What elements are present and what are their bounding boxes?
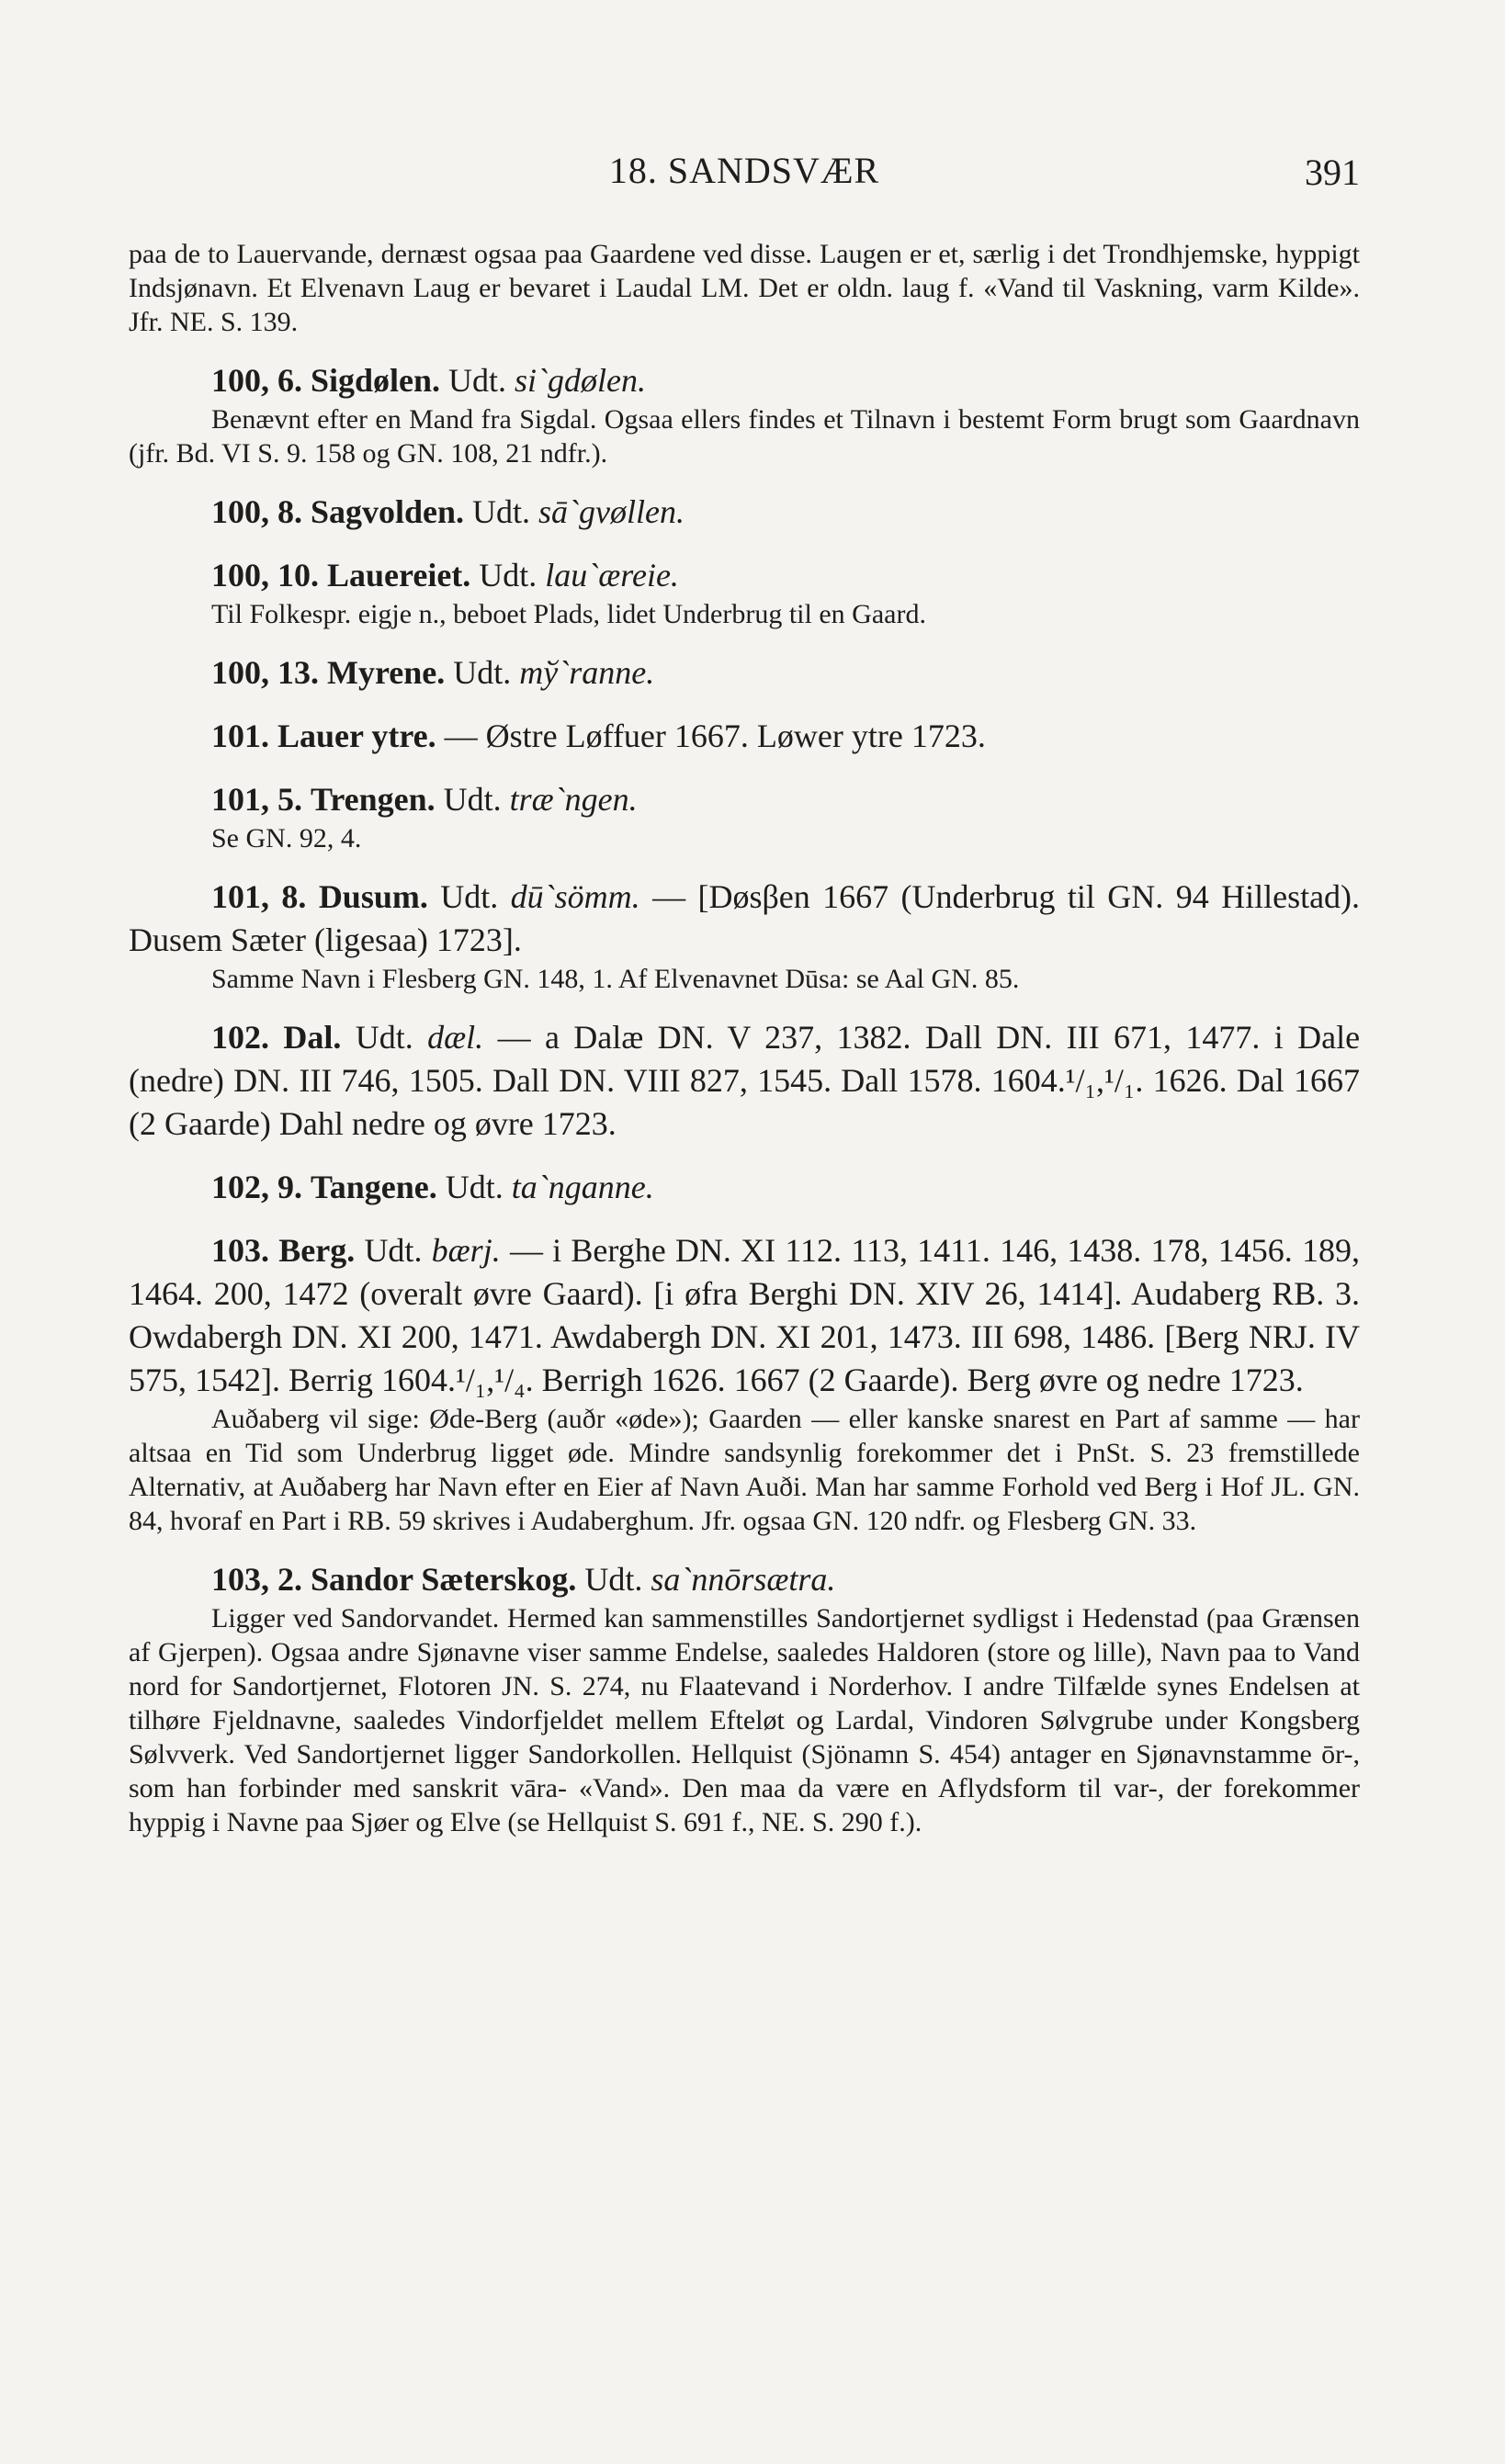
entry-forms: — a Dalæ DN. V 237, 1382. Dall DN. III 671, 1477. i Dale (nedre) DN. III 746, 1505. Dall DN. VIII 827, 1545. Dall 1578. 1604.¹/₁,¹/₁. 1626. Dal 1667 (2 Gaarde) Dahl nedre og øvre 1723.	[129, 1019, 1361, 1142]
entry-udt: Udt.	[355, 1019, 413, 1056]
entry-100-10	[129, 554, 1360, 631]
entry-pronunciation: sa`nnōrsætra.	[651, 1561, 836, 1598]
entry-udt: Udt.	[364, 1232, 423, 1269]
entry-udt: Udt.	[445, 1169, 504, 1205]
intro-paragraph: paa de to Lauervande, dernæst ogsaa paa Gaardene ved disse. Laugen er et, særlig i det Trondhjemske, hyppigt Indsjønavn. Et Elvenavn Laug er bevaret i Laudal LM. Det er oldn. laug f. «Vand til Vaskning, varm Kilde». Jfr. NE. S. 139.	[129, 239, 1360, 337]
entry-number: 100, 10.	[211, 557, 319, 593]
entry-101-8	[129, 876, 1360, 996]
entry-103	[129, 1229, 1360, 1538]
entry-name: Dal.	[283, 1019, 342, 1056]
entry-number: 103, 2.	[211, 1561, 302, 1598]
entry-name: Sagvolden.	[311, 493, 465, 530]
entry-number: 102.	[211, 1019, 269, 1056]
entry-number: 101, 8.	[211, 878, 307, 915]
entry-number: 101.	[211, 718, 269, 754]
entry-note: Til Folkespr. eigje n., beboet Plads, lidet Underbrug til en Gaard.	[211, 599, 926, 629]
entry-number: 102, 9.	[211, 1169, 302, 1205]
entry-name: Sigdølen.	[311, 362, 441, 399]
entry-name: Dusum.	[318, 878, 428, 915]
running-title: 18. SANDSVÆR	[608, 150, 880, 191]
page-header	[129, 138, 1360, 202]
entry-100-6	[129, 359, 1360, 470]
entry-number: 100, 13.	[211, 654, 319, 691]
page-body	[129, 237, 1360, 1839]
entry-101	[129, 715, 1360, 758]
entry-udt: Udt.	[443, 781, 502, 818]
entry-note: Auðaberg vil sige: Øde-Berg (auðr «øde»); Gaarden — eller kanske snarest en Part af samme — har altsaa en Tid som Underbrug ligget øde. Mindre sandsynlig forekommer det i PnSt. S. 23 fremstillede Alternativ, at Auðaberg har Navn efter en Eier af Navn Auði. Man har samme Forhold ved Berg i Hof JL. GN. 84, hvoraf en Part i RB. 59 skrives i Audaberghum. Jfr. ogsaa GN. 120 ndfr. og Flesberg GN. 33.	[129, 1404, 1360, 1536]
entry-forms: — i Berghe DN. XI 112. 113, 1411. 146, 1438. 178, 1456. 189, 1464. 200, 1472 (overalt øvre Gaard). [i øfra Berghi DN. XIV 26, 1414]. Audaberg RB. 3. Owdabergh DN. XI 200, 1471. Awdabergh DN. XI 201, 1473. III 698, 1486. [Berg NRJ. IV 575, 1542]. Berrig 1604.¹/₁,¹/₄. Berrigh 1626. 1667 (2 Gaarde). Berg øvre og nedre 1723.	[129, 1232, 1360, 1398]
entry-pronunciation: dæl.	[427, 1019, 484, 1056]
entry-pronunciation: si`gdølen.	[515, 362, 647, 399]
entry-100-8	[129, 491, 1360, 534]
entry-name: Myrene.	[327, 654, 446, 691]
entry-100-13	[129, 651, 1360, 695]
entry-102	[129, 1016, 1360, 1146]
entry-number: 100, 8.	[211, 493, 302, 530]
entry-udt: Udt.	[453, 654, 512, 691]
entry-udt: Udt.	[472, 493, 531, 530]
entry-pronunciation: sā`gvøllen.	[538, 493, 685, 530]
entry-udt: Udt.	[440, 878, 499, 915]
entry-note: Se GN. 92, 4.	[211, 823, 362, 853]
entry-102-9	[129, 1166, 1360, 1209]
entry-name: Sandor Sæterskog.	[311, 1561, 577, 1598]
entry-note: Benævnt efter en Mand fra Sigdal. Ogsaa ellers findes et Tilnavn i bestemt Form brugt som Gaardnavn (jfr. Bd. VI S. 9. 158 og GN. 108, 21 ndfr.).	[129, 404, 1360, 469]
entry-name: Berg.	[278, 1232, 356, 1269]
entry-name: Lauer ytre.	[277, 718, 436, 754]
entry-udt: Udt.	[479, 557, 538, 593]
entry-number: 103.	[211, 1232, 269, 1269]
entry-pronunciation: træ`ngen.	[509, 781, 638, 818]
entry-forms: — [Døsβen 1667 (Underbrug til GN. 94 Hillestad). Dusem Sæter (ligesaa) 1723].	[129, 878, 1361, 958]
entry-udt: Udt.	[584, 1561, 643, 1598]
entry-forms: — Østre Løffuer 1667. Løwer ytre 1723.	[444, 718, 986, 754]
entry-name: Trengen.	[311, 781, 436, 818]
page-number: 391	[1305, 152, 1360, 193]
entry-pronunciation: lau`æreie.	[545, 557, 679, 593]
entry-note: Samme Navn i Flesberg GN. 148, 1. Af Elvenavnet Dūsa: se Aal GN. 85.	[211, 964, 1020, 994]
entry-pronunciation: dū`sömm.	[510, 878, 640, 915]
entry-udt: Udt.	[448, 362, 507, 399]
entry-number: 101, 5.	[211, 781, 302, 818]
entry-pronunciation: ta`nganne.	[511, 1169, 654, 1205]
entry-name: Tangene.	[311, 1169, 437, 1205]
entry-name: Lauereiet.	[327, 557, 471, 593]
entry-103-2	[129, 1558, 1360, 1839]
entry-pronunciation: bærj.	[431, 1232, 501, 1269]
entry-note: Ligger ved Sandorvandet. Hermed kan sammenstilles Sandortjernet sydligst i Hedenstad (paa Grænsen af Gjerpen). Ogsaa andre Sjønavne viser samme Endelse, saaledes Haldoren (store og lille), Navn paa to Vand nord for Sandortjernet, Flotoren JN. S. 274, nu Flaatevand i Norderhov. I andre Tilfælde synes Endelsen at tilhøre Fjeldnavne, saaledes Vindorfjeldet mellem Efteløt og Lardal, Vindoren Sølvgrube under Kongsberg Sølvverk. Ved Sandortjernet ligger Sandorkollen. Hellquist (Sjönamn S. 454) antager en Sjønavnstamme ōr-, som han forbinder med sanskrit vāra- «Vand». Den maa da være en Aflydsform til var-, der forekommer hyppig i Navne paa Sjøer og Elve (se Hellquist S. 691 f., NE. S. 290 f.).	[129, 1603, 1360, 1837]
entry-number: 100, 6.	[211, 362, 302, 399]
entry-101-5	[129, 778, 1360, 855]
entry-pronunciation: mў`ranne.	[519, 654, 655, 691]
